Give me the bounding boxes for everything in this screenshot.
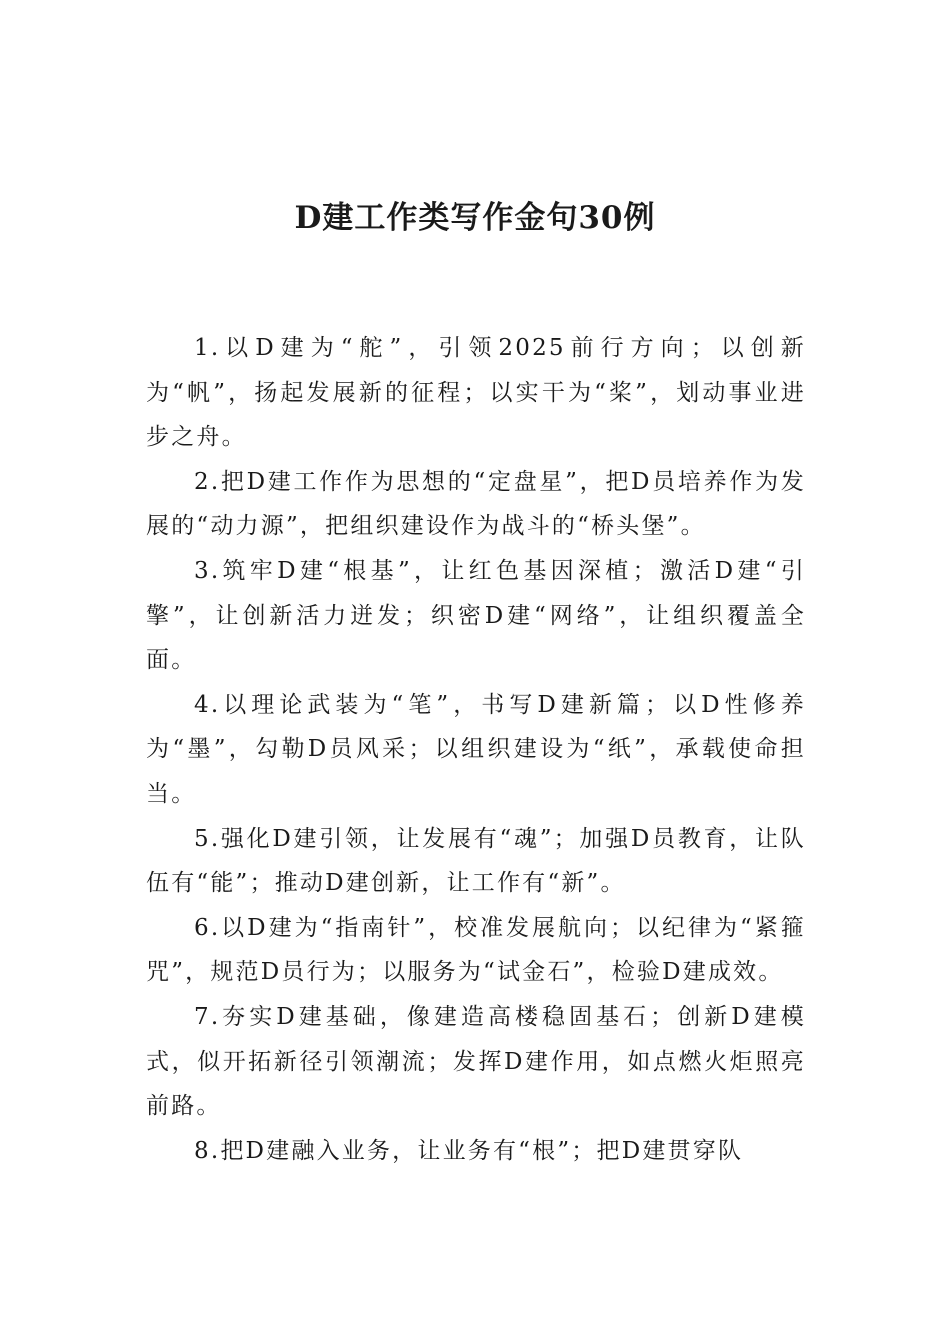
- document-title: D建工作类写作金句30例: [294, 200, 656, 236]
- document-body: [146, 326, 806, 1173]
- paragraph-3: 3.筑牢D建“根基”，让红色基因深植；激活D建“引擎”，让创新活力迸发；织密D建“网络”，让组织覆盖全面。: [146, 557, 806, 674]
- paragraph-1: 1.以D建为“舵”，引领2025前行方向；以创新为“帆”，扬起发展新的征程；以实干为“桨”，划动事业进步之舟。: [146, 335, 806, 451]
- paragraph-7: 7.夯实D建基础，像建造高楼稳固基石；创新D建模式，似开拓新径引领潮流；发挥D建作用，如点燃火炬照亮前路。: [146, 1003, 806, 1120]
- paragraph-8: 8.把D建融入业务，让业务有“根”；把D建贯穿队: [194, 1137, 744, 1164]
- paragraph-5: 5.强化D建引领，让发展有“魂”；加强D员教育，让队伍有“能”；推动D建创新，让工作有“新”。: [146, 825, 806, 897]
- paragraph-4: 4.以理论武装为“笔”，书写D建新篇；以D性修养为“墨”，勾勒D员风采；以组织建设为“纸”，承载使命担当。: [146, 691, 806, 807]
- paragraph-6: 6.以D建为“指南针”，校准发展航向；以纪律为“紧箍咒”，规范D员行为；以服务为“试金石”，检验D建成效。: [146, 914, 806, 986]
- paragraph-2: 2.把D建工作作为思想的“定盘星”，把D员培养作为发展的“动力源”，把组织建设作为战斗的“桥头堡”。: [146, 468, 806, 540]
